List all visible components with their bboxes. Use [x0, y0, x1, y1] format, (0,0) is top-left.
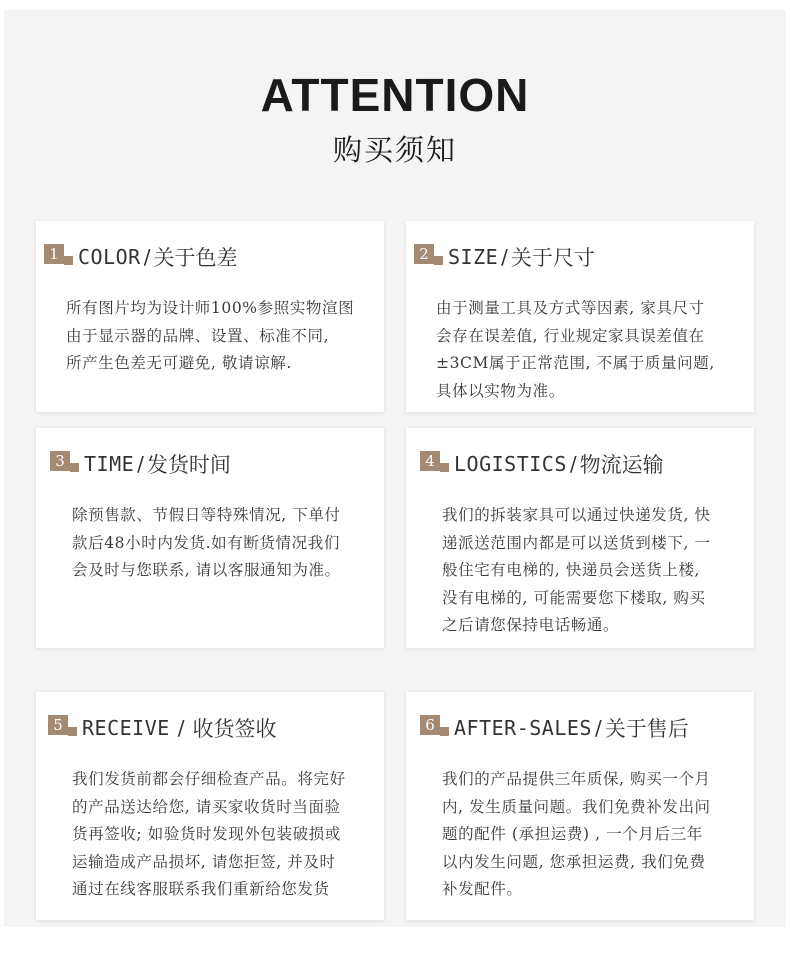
badge-number: 3 — [50, 451, 70, 471]
badge-square-icon — [68, 727, 77, 736]
badge-square-icon — [440, 727, 449, 736]
badge-number: 6 — [420, 715, 440, 735]
number-badge — [420, 715, 454, 741]
card-line: 以内发生问题, 您承担运费, 我们免费 — [442, 852, 706, 871]
card-line: ±3CM属于正常范围, 不属于质量问题, — [436, 354, 715, 372]
card-subtitle: 收货签收 — [192, 717, 277, 741]
number-badge — [420, 451, 454, 477]
badge-square-icon — [64, 256, 73, 265]
card-line: 除预售款、节假日等特殊情况, 下单付 — [72, 506, 341, 524]
card-line: 所产生色差无可避免, 敬请谅解. — [66, 354, 292, 372]
card-subtitle: 关于尺寸 — [510, 246, 595, 270]
card-line: 会及时与您联系, 请以客服通知为准。 — [72, 561, 341, 579]
card-subtitle: 关于售后 — [604, 717, 689, 741]
card-body — [442, 766, 742, 904]
card-separator: / — [143, 245, 151, 269]
card-line: 由于测量工具及方式等因素, 家具尺寸 — [436, 299, 705, 317]
card-header — [414, 241, 744, 273]
card-body — [72, 502, 372, 585]
number-badge — [48, 715, 82, 741]
card-line: 我们发货前都会仔细检查产品。将完好 — [72, 770, 346, 788]
badge-square-icon — [440, 463, 449, 472]
card-header — [50, 448, 374, 480]
card-line: 我们的拆装家具可以通过快递发货, 快 — [442, 506, 711, 524]
card-header — [420, 448, 744, 480]
card-line: 内, 发生质量问题。我们免费补发出问 — [442, 797, 711, 816]
badge-square-icon — [70, 463, 79, 472]
card-line: 具体以实物为准。 — [436, 381, 565, 400]
card-line: 会存在误差值, 行业规定家具误差值在 — [436, 326, 705, 345]
card-separator: / — [594, 716, 602, 740]
page-title-cn: 购买须知 — [332, 133, 457, 167]
card-line: 题的配件 (承担运费) , 一个月后三年 — [442, 825, 703, 843]
card-line: 运输造成产品损坏, 请您拒签, 并及时 — [72, 852, 336, 871]
card-header — [420, 712, 744, 744]
card-title: TIME — [84, 452, 135, 476]
notice-card-after-sales — [406, 692, 754, 920]
badge-number: 1 — [44, 244, 64, 264]
card-line: 没有电梯的, 可能需要您下楼取, 购买 — [442, 588, 706, 607]
card-body — [442, 502, 742, 640]
card-body — [66, 295, 372, 378]
number-badge — [414, 244, 448, 270]
card-separator: / — [177, 716, 185, 740]
card-body — [72, 766, 372, 904]
card-separator: / — [569, 452, 577, 476]
notice-card-time — [36, 428, 384, 648]
card-title: COLOR — [78, 245, 141, 269]
page-title-en: ATTENTION — [260, 69, 530, 121]
card-line: 由于显示器的品牌、设置、标准不同, — [66, 326, 330, 345]
card-title: AFTER-SALES — [454, 716, 592, 740]
notice-card-logistics — [406, 428, 754, 648]
card-separator: / — [137, 452, 144, 476]
number-badge — [50, 451, 84, 477]
card-line: 般住宅有电梯的, 快递员会送货上楼, — [442, 561, 701, 579]
notice-card-color — [36, 221, 384, 412]
card-subtitle: 发货时间 — [146, 453, 231, 477]
card-subtitle: 物流运输 — [579, 453, 664, 477]
card-title: LOGISTICS — [454, 452, 567, 476]
card-title: RECEIVE — [82, 716, 170, 740]
badge-square-icon — [434, 256, 443, 265]
card-line: 补发配件。 — [442, 880, 523, 898]
badge-number: 4 — [420, 451, 440, 471]
card-separator: / — [501, 245, 508, 269]
notice-card-size — [406, 221, 754, 412]
card-line: 款后48小时内发货.如有断货情况我们 — [72, 533, 340, 552]
card-subtitle: 关于色差 — [153, 246, 238, 270]
card-line: 通过在线客服联系我们重新给您发货 — [72, 880, 330, 898]
card-line: 的产品送达给您, 请买家收货时当面验 — [72, 797, 341, 816]
card-line: 货再签收; 如验货时发现外包装破损或 — [72, 825, 341, 843]
card-body — [436, 295, 742, 405]
card-title: SIZE — [448, 245, 499, 269]
card-header — [48, 712, 374, 744]
notice-card-receive — [36, 692, 384, 920]
card-line: 所有图片均为设计师100%参照实物渲图 — [66, 299, 355, 317]
card-header — [44, 241, 374, 273]
card-line: 之后请您保持电话畅通。 — [442, 616, 620, 634]
badge-number: 5 — [48, 715, 68, 735]
card-line: 我们的产品提供三年质保, 购买一个月 — [442, 770, 711, 788]
badge-number: 2 — [414, 244, 434, 264]
number-badge — [44, 244, 78, 270]
card-line: 递派送范围内都是可以送货到楼下, 一 — [442, 533, 711, 552]
